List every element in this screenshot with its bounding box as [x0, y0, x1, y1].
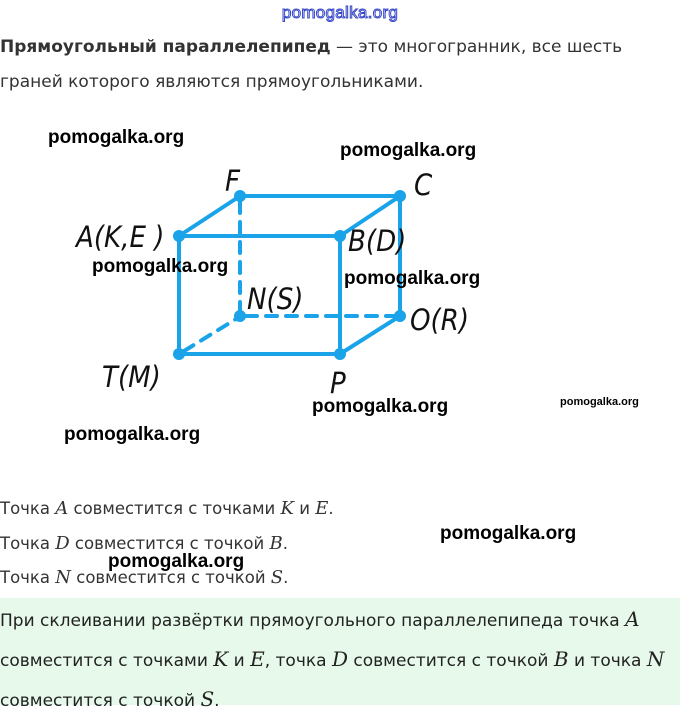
point-A — [173, 230, 185, 242]
watermark: pomogalka.org — [64, 424, 201, 445]
label-P: P — [330, 366, 346, 400]
point-B — [334, 230, 346, 242]
watermark: pomogalka.org — [560, 396, 639, 408]
definition-text: — это многогранник, все шесть граней которого являются прямоугольниками. — [0, 37, 623, 92]
point-T — [173, 348, 185, 360]
point-C — [394, 190, 406, 202]
point-N — [234, 310, 246, 322]
edge-T-N — [184, 319, 236, 351]
edge-A-F — [179, 196, 240, 236]
label-N: N(S) — [247, 282, 304, 316]
watermark: pomogalka.org — [108, 551, 245, 572]
definition-term: Прямоугольный параллелепипед — [0, 37, 331, 57]
point-P — [334, 348, 346, 360]
watermark: pomogalka.org — [440, 523, 577, 544]
watermark: pomogalka.org — [92, 256, 229, 277]
point-O — [394, 310, 406, 322]
watermark: pomogalka.org — [340, 140, 477, 161]
watermark: pomogalka.org — [48, 127, 185, 148]
label-A: A(K,E ) — [76, 220, 165, 254]
edge-P-O — [340, 316, 400, 354]
label-O: O(R) — [410, 303, 470, 337]
point-A-line: Точка A совместится с точками K и E. — [0, 498, 334, 519]
site-watermark: pomogalka.org — [281, 3, 399, 22]
answer-box — [0, 598, 680, 711]
label-F: F — [225, 164, 241, 198]
label-B: B(D) — [348, 224, 407, 258]
point-N-line: Точка N совместится с точкой S. — [0, 567, 289, 588]
watermark: pomogalka.org — [312, 396, 449, 417]
label-C: C — [414, 168, 433, 202]
answer-text: При склеивании развёртки прямоугольного параллелепипеда точка A совместится с точками K и E, точка D совместится с точкой B и точка N совместится с точкой S. — [0, 607, 665, 711]
watermark: pomogalka.org — [344, 268, 481, 289]
label-T: T(M) — [102, 360, 161, 394]
point-D-line: Точка D совместится с точкой B. — [0, 533, 288, 554]
definition-paragraph — [0, 30, 672, 100]
